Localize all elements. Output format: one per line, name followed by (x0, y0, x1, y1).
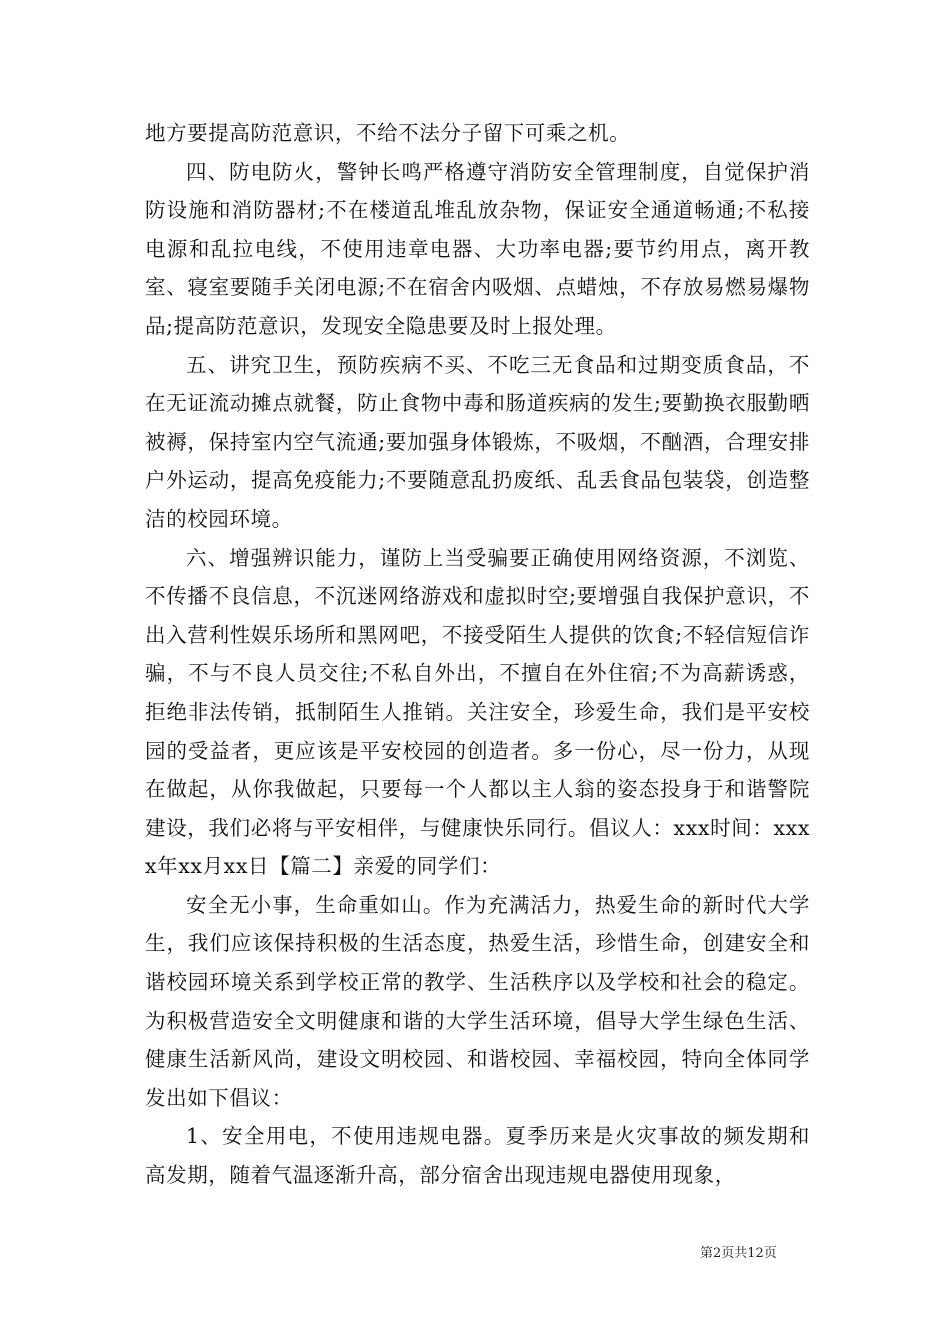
paragraph-item-one: 1、安全用电，不使用违规电器。夏季历来是火灾事故的频发期和高发期，随着气温逐渐升高，部分宿舍出现违规电器使用现象， (145, 1124, 810, 1188)
paragraph-section-five: 五、讲究卫生，预防疾病不买、不吃三无食品和过期变质食品，不在无证流动摊点就餐，防止食物中毒和肠道疾病的发生;要勤换衣服勤晒被褥，保持室内空气流通;要加强身体锻炼，不吸烟，不酗酒，合理安排户外运动，提高免疫能力;不要随意乱扔废纸、乱丢食品包装袋，创造整洁的校园环境。 (145, 352, 810, 531)
paragraph-section-six: 六、增强辨识能力，谨防上当受骗要正确使用网络资源，不浏览、不传播不良信息，不沉迷网络游戏和虚拟时空;要增强自我保护意识，不出入营利性娱乐场所和黑网吧，不接受陌生人提供的饮食;不轻信短信诈骗，不与不良人员交往;不私自外出，不擅自在外住宿;不为高薪诱惑，拒绝非法传销，抵制陌生人推销。关注安全，珍爱生命，我们是平安校园的受益者，更应该是平安校园的创造者。多一份心，尽一份力，从现在做起，从你我做起，只要每一个人都以主人翁的姿态投身于和谐警院建设，我们必将与平安相伴，与健康快乐同行。倡议人：xxx时间：xxxx年xx月xx日【篇二】亲爱的同学们： (145, 545, 810, 879)
paragraph-continuation: 地方要提高防范意识，不给不法分子留下可乘之机。 (145, 121, 631, 145)
paragraph-section-four: 四、防电防火，警钟长鸣严格遵守消防安全管理制度，自觉保护消防设施和消防器材;不在楼道乱堆乱放杂物，保证安全通道畅通;不私接电源和乱拉电线，不使用违章电器、大功率电器;要节约用点，离开教室、寝室要随手关闭电源;不在宿舍内吸烟、点蜡烛，不存放易燃易爆物品;提高防范意识，发现安全隐患要及时上报处理。 (145, 159, 810, 338)
page-number-footer: 第2页共12页 (700, 1246, 777, 1261)
document-body (145, 114, 810, 1195)
paragraph-part-two-intro: 安全无小事，生命重如山。作为充满活力，热爱生命的新时代大学生，我们应该保持积极的生活态度，热爱生活，珍惜生命，创建安全和谐校园环境关系到学校正常的教学、生活秩序以及学校和社会的稳定。为积极营造安全文明健康和谐的大学生活环境，倡导大学生绿色生活、健康生活新风尚，建设文明校园、和谐校园、幸福校园，特向全体同学发出如下倡议： (145, 892, 810, 1110)
